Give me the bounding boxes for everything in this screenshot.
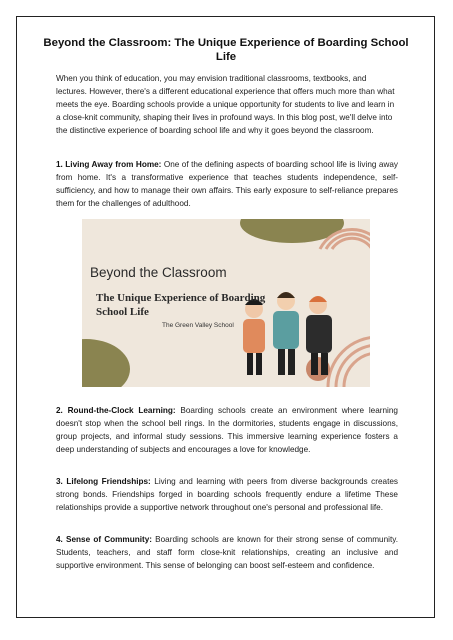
section-heading: 4. Sense of Community:: [56, 535, 152, 544]
banner-school-name: The Green Valley School: [162, 322, 234, 329]
banner-heading: Beyond the Classroom: [90, 265, 227, 280]
section-heading: 3. Lifelong Friendships:: [56, 477, 151, 486]
section-heading: 2. Round-the-Clock Learning:: [56, 406, 176, 415]
section-body: Boarding schools create an environment where learning doesn't stop when the school bell rings. In the dormitories, students engage in discussions, group projects, and informal study sessions. This immersive learning experience fosters a deep understanding of subjects and encourages a love for knowledge.: [56, 406, 398, 454]
section-body: One of the defining aspects of boarding school life is living away from home. It's a transformative experience that teaches students independence, self-sufficiency, and how to manage their own affairs. This early exposure to self-reliance prepares them for the challenges of adulthood.: [56, 160, 399, 208]
banner-subheading-line2: School Life: [96, 306, 149, 318]
section-body: Boarding schools are known for their strong sense of community. Students, teachers, and staff form close-knit relationships, creating an inclusive and supportive environment. This sense of belonging can boost self-esteem and confidence.: [56, 535, 398, 570]
section-heading: 1. Living Away from Home:: [56, 160, 162, 169]
section-round-the-clock: [56, 404, 398, 456]
section-living-away: [56, 158, 398, 210]
intro-paragraph: When you think of education, you may envision traditional classrooms, textbooks, and lectures. However, there's a different educational experience that offers much more than what meets the eye. Boarding schools provide a unique opportunity for students to live and learn in a close-knit community, shaping their lives in profound ways. In this blog post, we'll delve into the distinctive experience of boarding school life and why it goes beyond the classroom.: [56, 74, 395, 135]
banner-illustration: [82, 219, 370, 387]
section-sense-of-community: [56, 533, 398, 572]
banner-image: [82, 219, 370, 387]
banner-subheading-line1: The Unique Experience of Boarding: [96, 292, 266, 304]
section-body: Living and learning with peers from diverse backgrounds creates strong bonds. Friendships forged in boarding schools frequently endure a lifetime These relationships provide a supportive network throughout one's personal and professional life.: [56, 477, 398, 512]
section-lifelong-friendships: [56, 475, 398, 514]
page-title: Beyond the Classroom: The Unique Experience of Boarding School Life: [43, 37, 409, 63]
